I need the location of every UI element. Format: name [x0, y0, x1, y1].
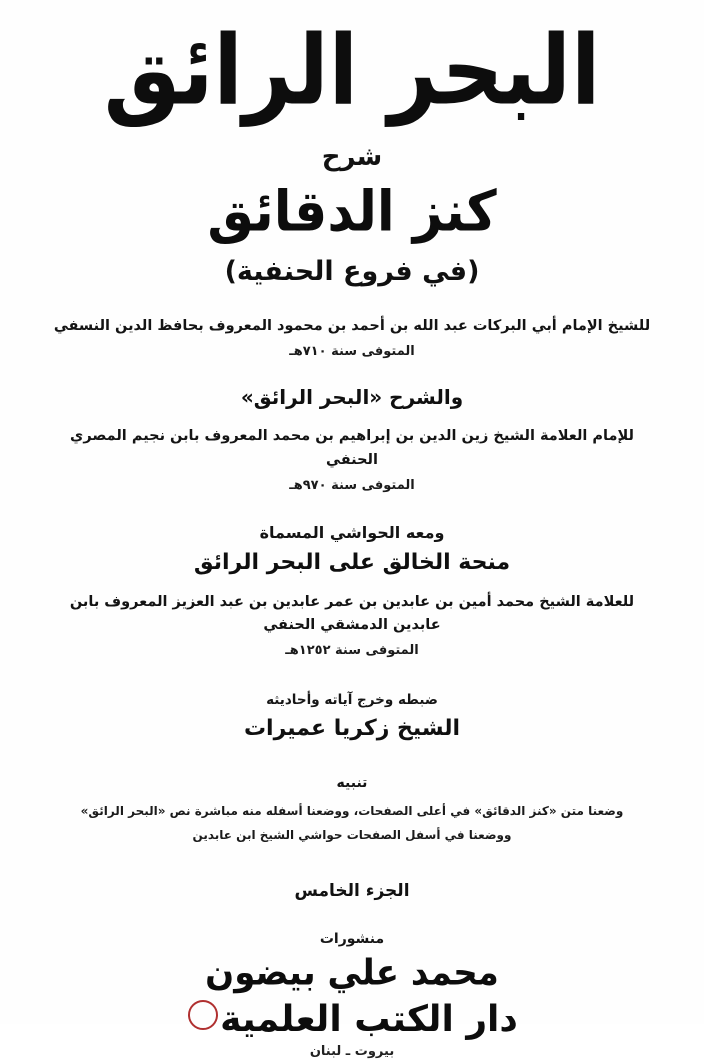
- editor-name: الشيخ زكريا عميرات: [243, 716, 461, 742]
- publisher-person-name: محمد علي بيضون: [205, 951, 499, 994]
- commented-book-title: كنز الدقائق: [207, 179, 497, 245]
- commentary-heading: والشرح «البحر الرائق»: [240, 385, 464, 410]
- volume-label: الجزء الخامس: [294, 880, 410, 901]
- publisher-city: بيروت ـ لبنان: [309, 1043, 395, 1059]
- original-author-line: للشيخ الإمام أبي البركات عبد الله بن أحمد بن محمود المعروف بحافظ الدين النسفي: [53, 318, 651, 335]
- original-author-death-year: المتوفى سنة ٧١٠هـ: [289, 344, 415, 360]
- notice-line-1: وضعنا متن «كنز الدقائق» في أعلى الصفحات، ووضعنا أسفله منه مباشرة نص «البحر الرائق»: [80, 804, 624, 819]
- hashiya-author-death-year: المتوفى سنة ١٢٥٢هـ: [285, 643, 419, 659]
- hashiya-heading: ومعه الحواشي المسماة: [259, 522, 445, 542]
- notice-line-2: ووضعنا في أسفل الصفحات حواشي الشيخ ابن عابدين: [192, 828, 512, 843]
- book-main-title: البحر الرائق: [103, 14, 601, 127]
- publisher-house-name: [186, 999, 518, 1040]
- commentary-word: شرح: [321, 142, 383, 173]
- hashiya-title: منحة الخالق على البحر الرائق: [193, 549, 511, 575]
- book-scope-subtitle: (في فروع الحنفية): [224, 256, 480, 288]
- hashiya-author-line: للعلامة الشيخ محمد أمين بن عابدين بن عمر عابدين بن عبد العزيز المعروف بابن عابدين الدمشقي الحنفي: [69, 593, 635, 634]
- publications-word: منشورات: [319, 930, 385, 947]
- notice-heading: تنبيه: [336, 775, 368, 792]
- commentary-author-line: للإمام العلامة الشيخ زين الدين بن إبراهيم بن محمد المعروف بابن نجيم المصري الحنفي: [70, 428, 634, 468]
- publisher-seal-icon: [188, 1000, 218, 1030]
- editor-role: ضبطه وخرج آياته وأحاديثه: [266, 692, 438, 709]
- publisher-house-label: دار الكتب العلمية: [220, 998, 518, 1040]
- commentary-author-death-year: المتوفى سنة ٩٧٠هـ: [289, 477, 415, 493]
